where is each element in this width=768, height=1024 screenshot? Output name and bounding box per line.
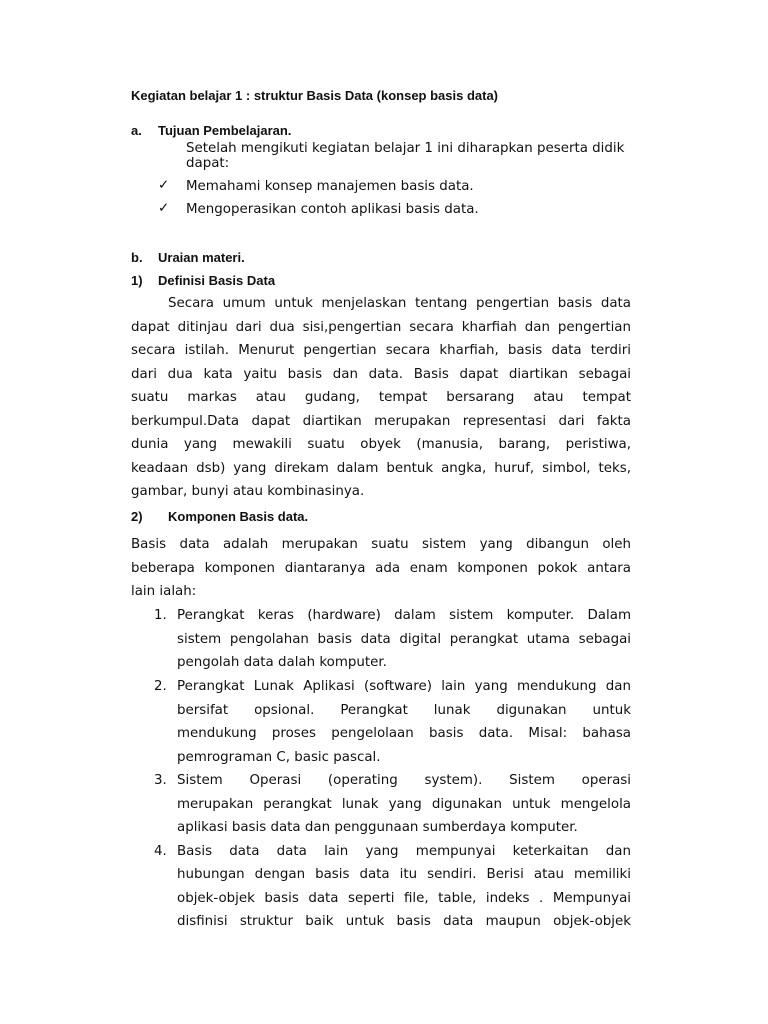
paragraph-line: suatu markas atau gudang, tempat bersarang atau tempat	[131, 390, 631, 405]
objective-item: Memahami konsep manajemen basis data.	[186, 179, 474, 194]
list-item-line: merupakan perangkat lunak yang digunakan untuk mengelola	[177, 797, 631, 812]
paragraph-line: beberapa komponen diantaranya ada enam komponen pokok antara	[131, 561, 631, 576]
list-item-line: Sistem Operasi (operating system). Sistem operasi	[177, 773, 631, 788]
objective-item: Mengoperasikan contoh aplikasi basis data.	[186, 202, 479, 217]
list-number: 1.	[154, 608, 167, 623]
list-item-line: hubungan dengan basis data itu sendiri. Berisi atau memiliki	[177, 867, 631, 882]
paragraph-line: dunia yang mewakili suatu obyek (manusia, barang, peristiwa,	[131, 437, 631, 452]
section-a-heading: Tujuan Pembelajaran.	[158, 123, 292, 138]
section-a-intro-line: dapat:	[186, 156, 230, 171]
list-number: 3.	[154, 773, 167, 788]
paragraph-line: secara istilah. Menurut pengertian secara kharfiah, basis data terdiri	[131, 343, 631, 358]
list-item-line: Perangkat Lunak Aplikasi (software) lain yang mendukung dan	[177, 679, 631, 694]
list-item-line: mendukung proses pengelolaan basis data. Misal: bahasa	[177, 726, 631, 741]
paragraph-line: berkumpul.Data dapat diartikan merupakan representasi dari fakta	[131, 414, 631, 429]
section-a-intro-line: Setelah mengikuti kegiatan belajar 1 ini diharapkan peserta didik	[186, 141, 625, 156]
sub1-heading: Definisi Basis Data	[158, 273, 276, 288]
list-item-line: pemrograman C, basic pascal.	[177, 750, 381, 765]
checkmark-icon: ✓	[158, 201, 170, 216]
paragraph-line: lain ialah:	[131, 584, 197, 599]
paragraph-line: keadaan dsb) yang direkam dalam bentuk angka, huruf, simbol, teks,	[131, 461, 631, 476]
sub2-heading: Komponen Basis data.	[168, 509, 309, 524]
list-item-line: pengolah data dalah komputer.	[177, 655, 387, 670]
paragraph-line: dapat ditinjau dari dua sisi,pengertian secara kharfiah dan pengertian	[131, 320, 631, 335]
document-title: Kegiatan belajar 1 : struktur Basis Data (konsep basis data)	[131, 88, 499, 103]
list-item-line: bersifat opsional. Perangkat lunak digunakan untuk	[177, 703, 631, 718]
list-item-line: disfinisi struktur baik untuk basis data maupun objek-objek	[177, 914, 631, 929]
checkmark-icon: ✓	[158, 178, 170, 193]
list-item-line: aplikasi basis data dan penggunaan sumberdaya komputer.	[177, 820, 578, 835]
list-item-line: sistem pengolahan basis data digital perangkat utama sebagai	[177, 632, 631, 647]
section-b-marker: b.	[131, 250, 143, 265]
list-number: 4.	[154, 844, 167, 859]
list-item-line: Basis data data lain yang mempunyai keterkaitan dan	[177, 844, 631, 859]
sub2-marker: 2)	[131, 509, 143, 524]
sub1-marker: 1)	[131, 273, 143, 288]
paragraph-line: dari dua kata yaitu basis dan data. Basis dapat diartikan sebagai	[131, 367, 631, 382]
paragraph-line: gambar, bunyi atau kombinasinya.	[131, 484, 365, 499]
list-number: 2.	[154, 679, 167, 694]
section-b-heading: Uraian materi.	[158, 250, 245, 265]
paragraph-line: Basis data adalah merupakan suatu sistem yang dibangun oleh	[131, 537, 631, 552]
paragraph-line: Secara umum untuk menjelaskan tentang pengertian basis data	[168, 296, 631, 311]
section-a-marker: a.	[131, 123, 142, 138]
list-item-line: Perangkat keras (hardware) dalam sistem komputer. Dalam	[177, 608, 631, 623]
list-item-line: objek-objek basis data seperti file, table, indeks . Mempunyai	[177, 891, 631, 906]
